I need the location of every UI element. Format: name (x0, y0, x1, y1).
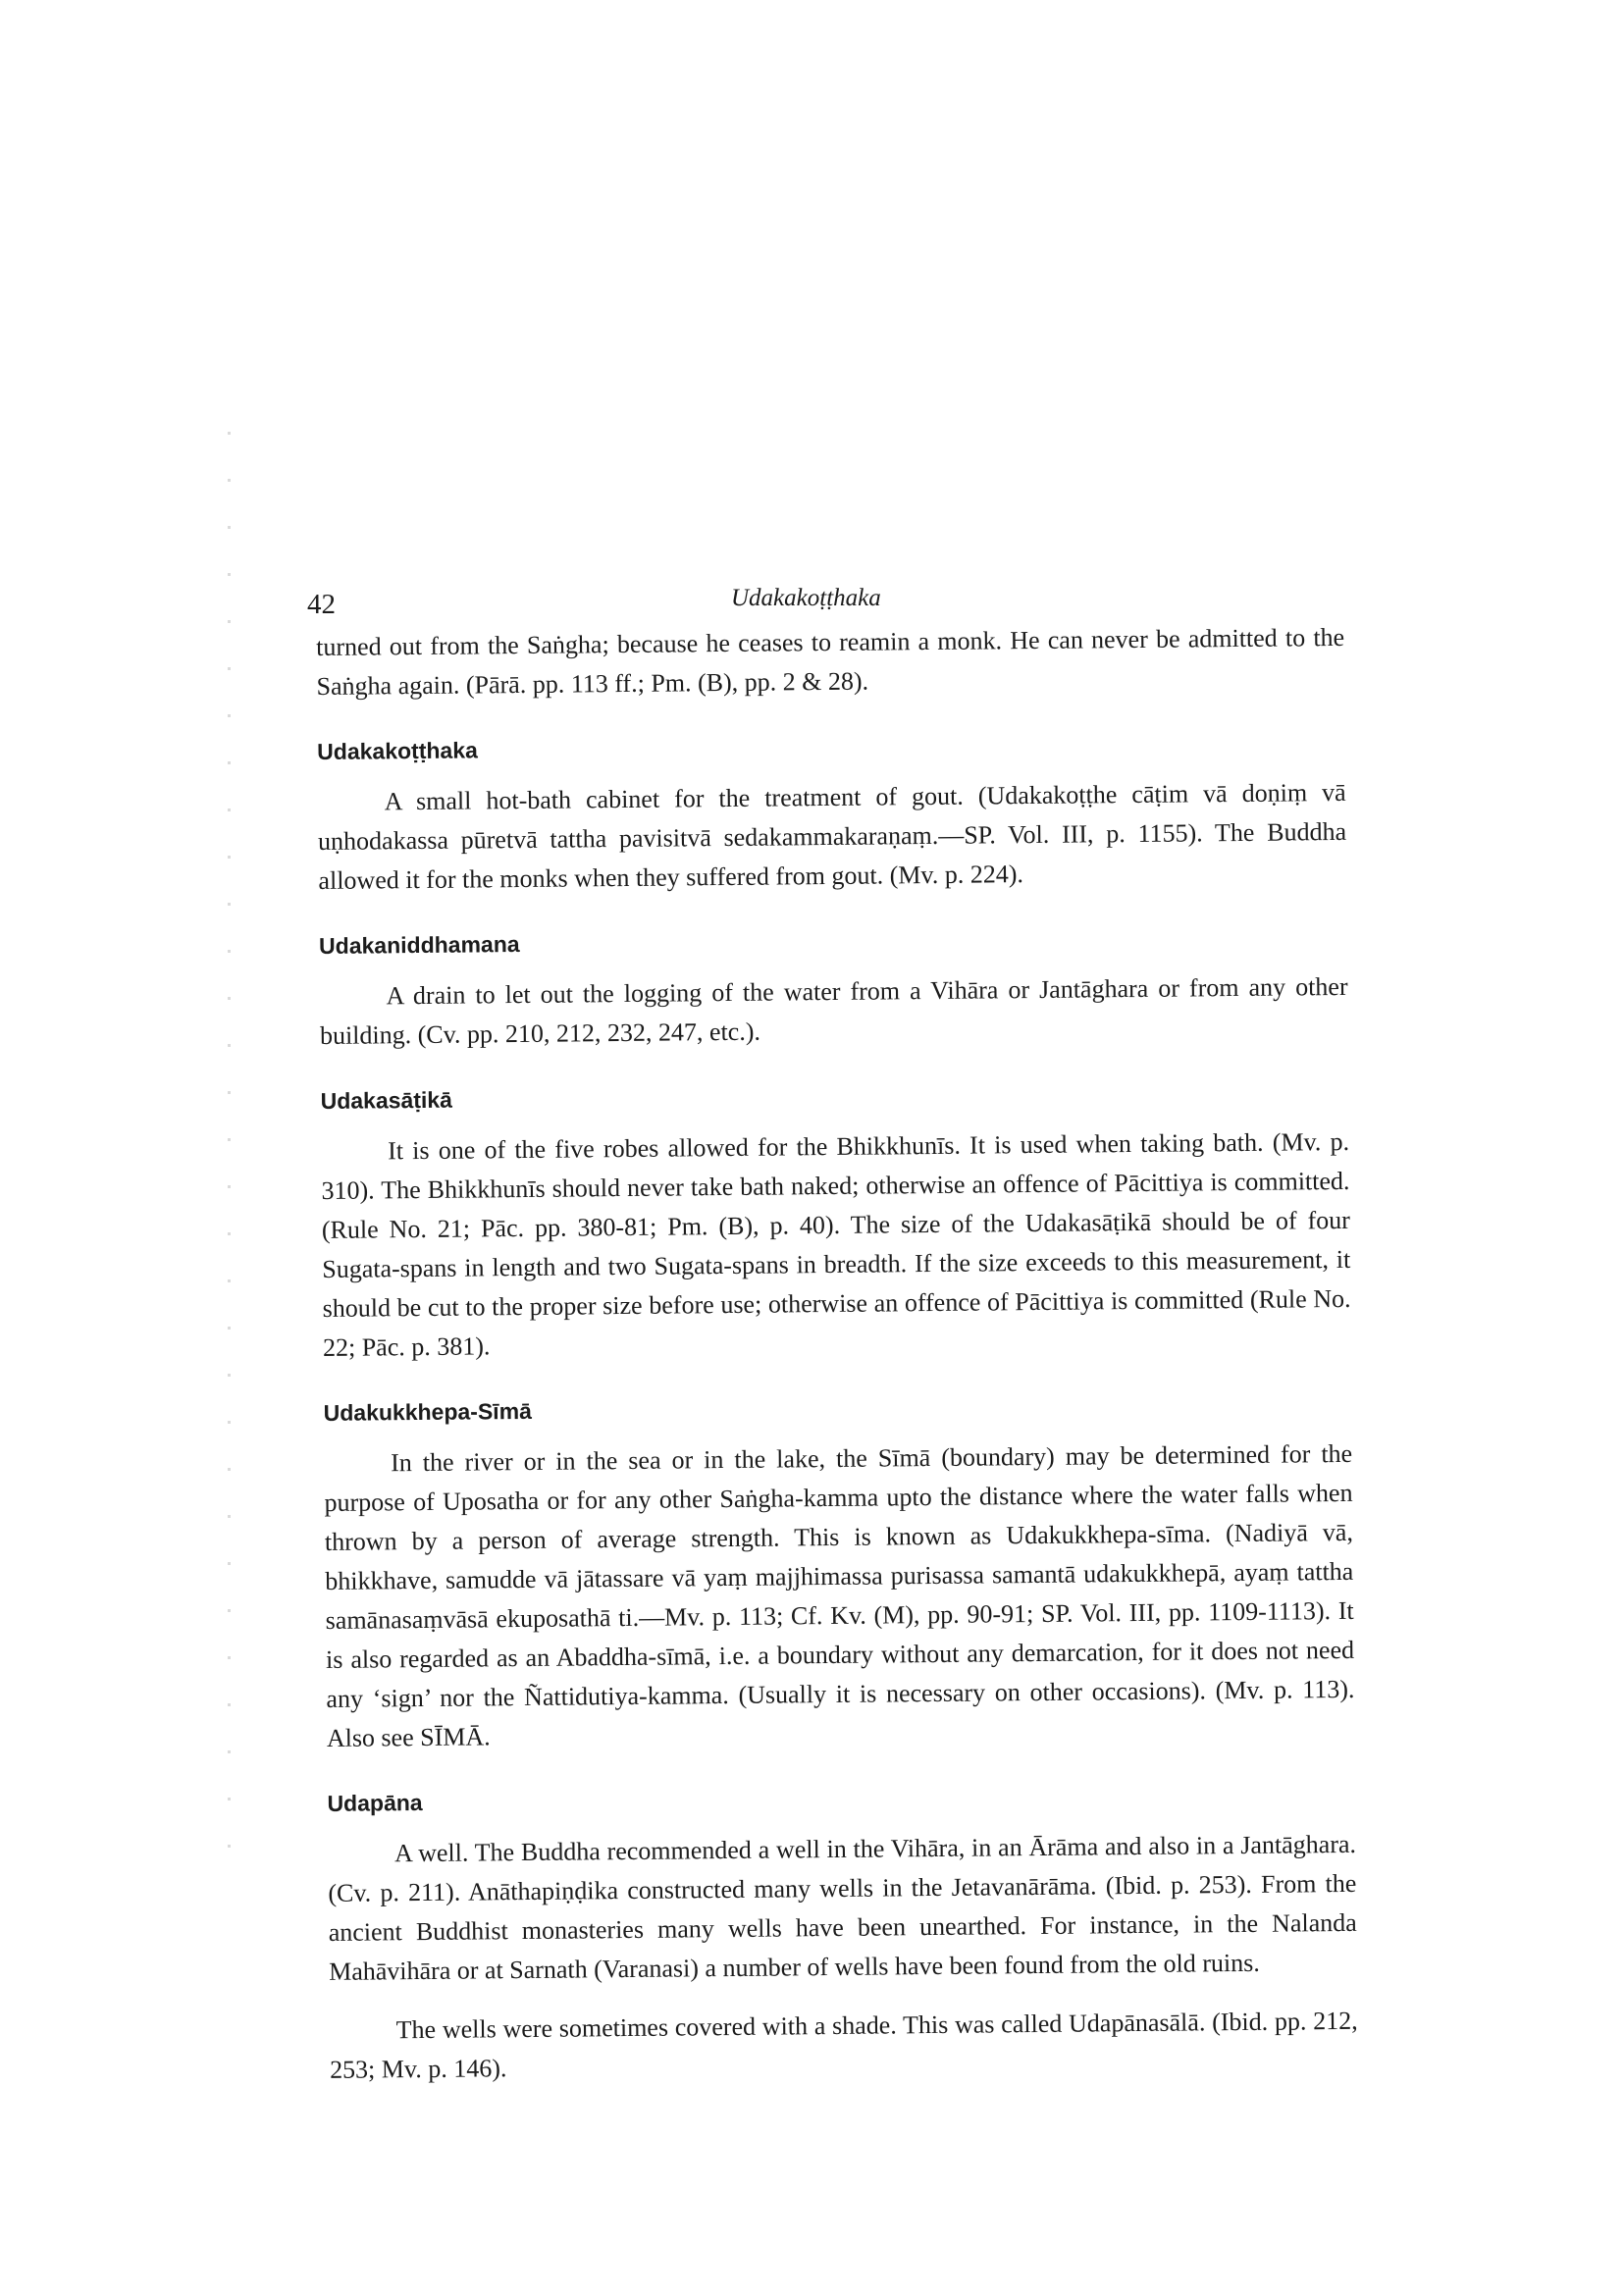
entry-heading: Udakakoṭṭhaka (317, 737, 478, 764)
entry-paragraph: A small hot-bath cabinet for the treatment of gout. (Udakakoṭṭhe cāṭim vā doṇiṃ vā uṇhodakassa pūretvā tattha pavisitvā sedakammakaraṇaṃ.—SP. Vol. III, p. 1155). The Buddha allowed it for the monks when they suffered from gout. (Mv. p. 224). (317, 777, 1347, 895)
entry-udakakotthaka (317, 722, 1347, 901)
entry-heading: Udapāna (327, 1790, 423, 1816)
running-head: Udakakoṭṭhaka (731, 585, 881, 611)
entry-heading: Udakukkhepa-Sīmā (323, 1397, 532, 1426)
page-number: 42 (307, 589, 336, 620)
entry-paragraph: In the river or in the sea or in the lake, the Sīmā (boundary) may be determined for the purpose of Uposatha or for any other Saṅgha-kamma upto the distance where the water falls when thrown by a person of average strength. This is known as Udakukkhepa-sīma. (Nadiyā vā, bhikkhave, samudde vā jātassare vā yaṃ majjhimassa purisassa samantā udakukkhepā, ayaṃ tattha samānasaṃvāsā ekuposathā ti.—Mv. p. 113; Cf. Kv. (M), pp. 90-91; SP. Vol. III, pp. 1109-1113). It is also regarded as an Abaddha-sīmā, i.e. a boundary without any demarcation, for it does not need any ‘sign’ nor the Ñattidutiya-kamma. (Usually it is necessary on other occasions). (Mv. p. 113). Also see SĪMĀ. (324, 1438, 1355, 1752)
entry-udapana (327, 1774, 1358, 2090)
entry-heading: Udakaniddhamana (318, 931, 520, 959)
entry-heading: Udakasāṭikā (320, 1086, 452, 1114)
entry-paragraph: It is one of the five robes allowed for the Bhikkhunīs. It is used when taking bath. (Mv. p. 310). The Bhikkhunīs should never take bath naked; otherwise an offence of Pācittiya is committed. (Rule No. 21; Pāc. pp. 380-81; Pm. (B), p. 40). The size of the Udakasāṭikā should be of four Sugata-spans in length and two Sugata-spans in breadth. If the size exceeds to this measurement, it should be cut to the proper size before use; otherwise an offence of Pācittiya is committed (Rule No. 22; Pāc. p. 381). (321, 1126, 1351, 1362)
page-body (316, 618, 1358, 2090)
entry-paragraph: The wells were sometimes covered with a shade. This was called Udapānasālā. (Ibid. pp. 212, 253; Mv. p. 146). (329, 2006, 1358, 2084)
entry-paragraph: A well. The Buddha recommended a well in the Vihāra, in an Ārāma and also in a Jantāghara. (Cv. p. 211). Anāthapiṇḍika constructed many wells in the Jetavanārāma. (Ibid. p. 253). From the ancient Buddhist monasteries many wells have been unearthed. For instance, in the Nalanda Mahāvihāra or at Sarnath (Varanasi) a number of wells have been found from the old ruins. (328, 1829, 1357, 1986)
entry-udakasatika (320, 1071, 1351, 1368)
entry-udakaniddhamana (319, 916, 1348, 1056)
scan-margin-artifact (228, 432, 231, 1854)
continued-paragraph: turned out from the Saṅgha; because he ceases to reamin a monk. He can never be admitted to the Saṅgha again. (Pārā. pp. 113 ff.; Pm. (B), pp. 2 & 28). (316, 622, 1345, 701)
entry-udakukkhepa-sima (323, 1383, 1355, 1758)
entry-paragraph: A drain to let out the logging of the water from a Vihāra or Jantāghara or from any other building. (Cv. pp. 210, 212, 232, 247, etc.). (319, 971, 1348, 1050)
